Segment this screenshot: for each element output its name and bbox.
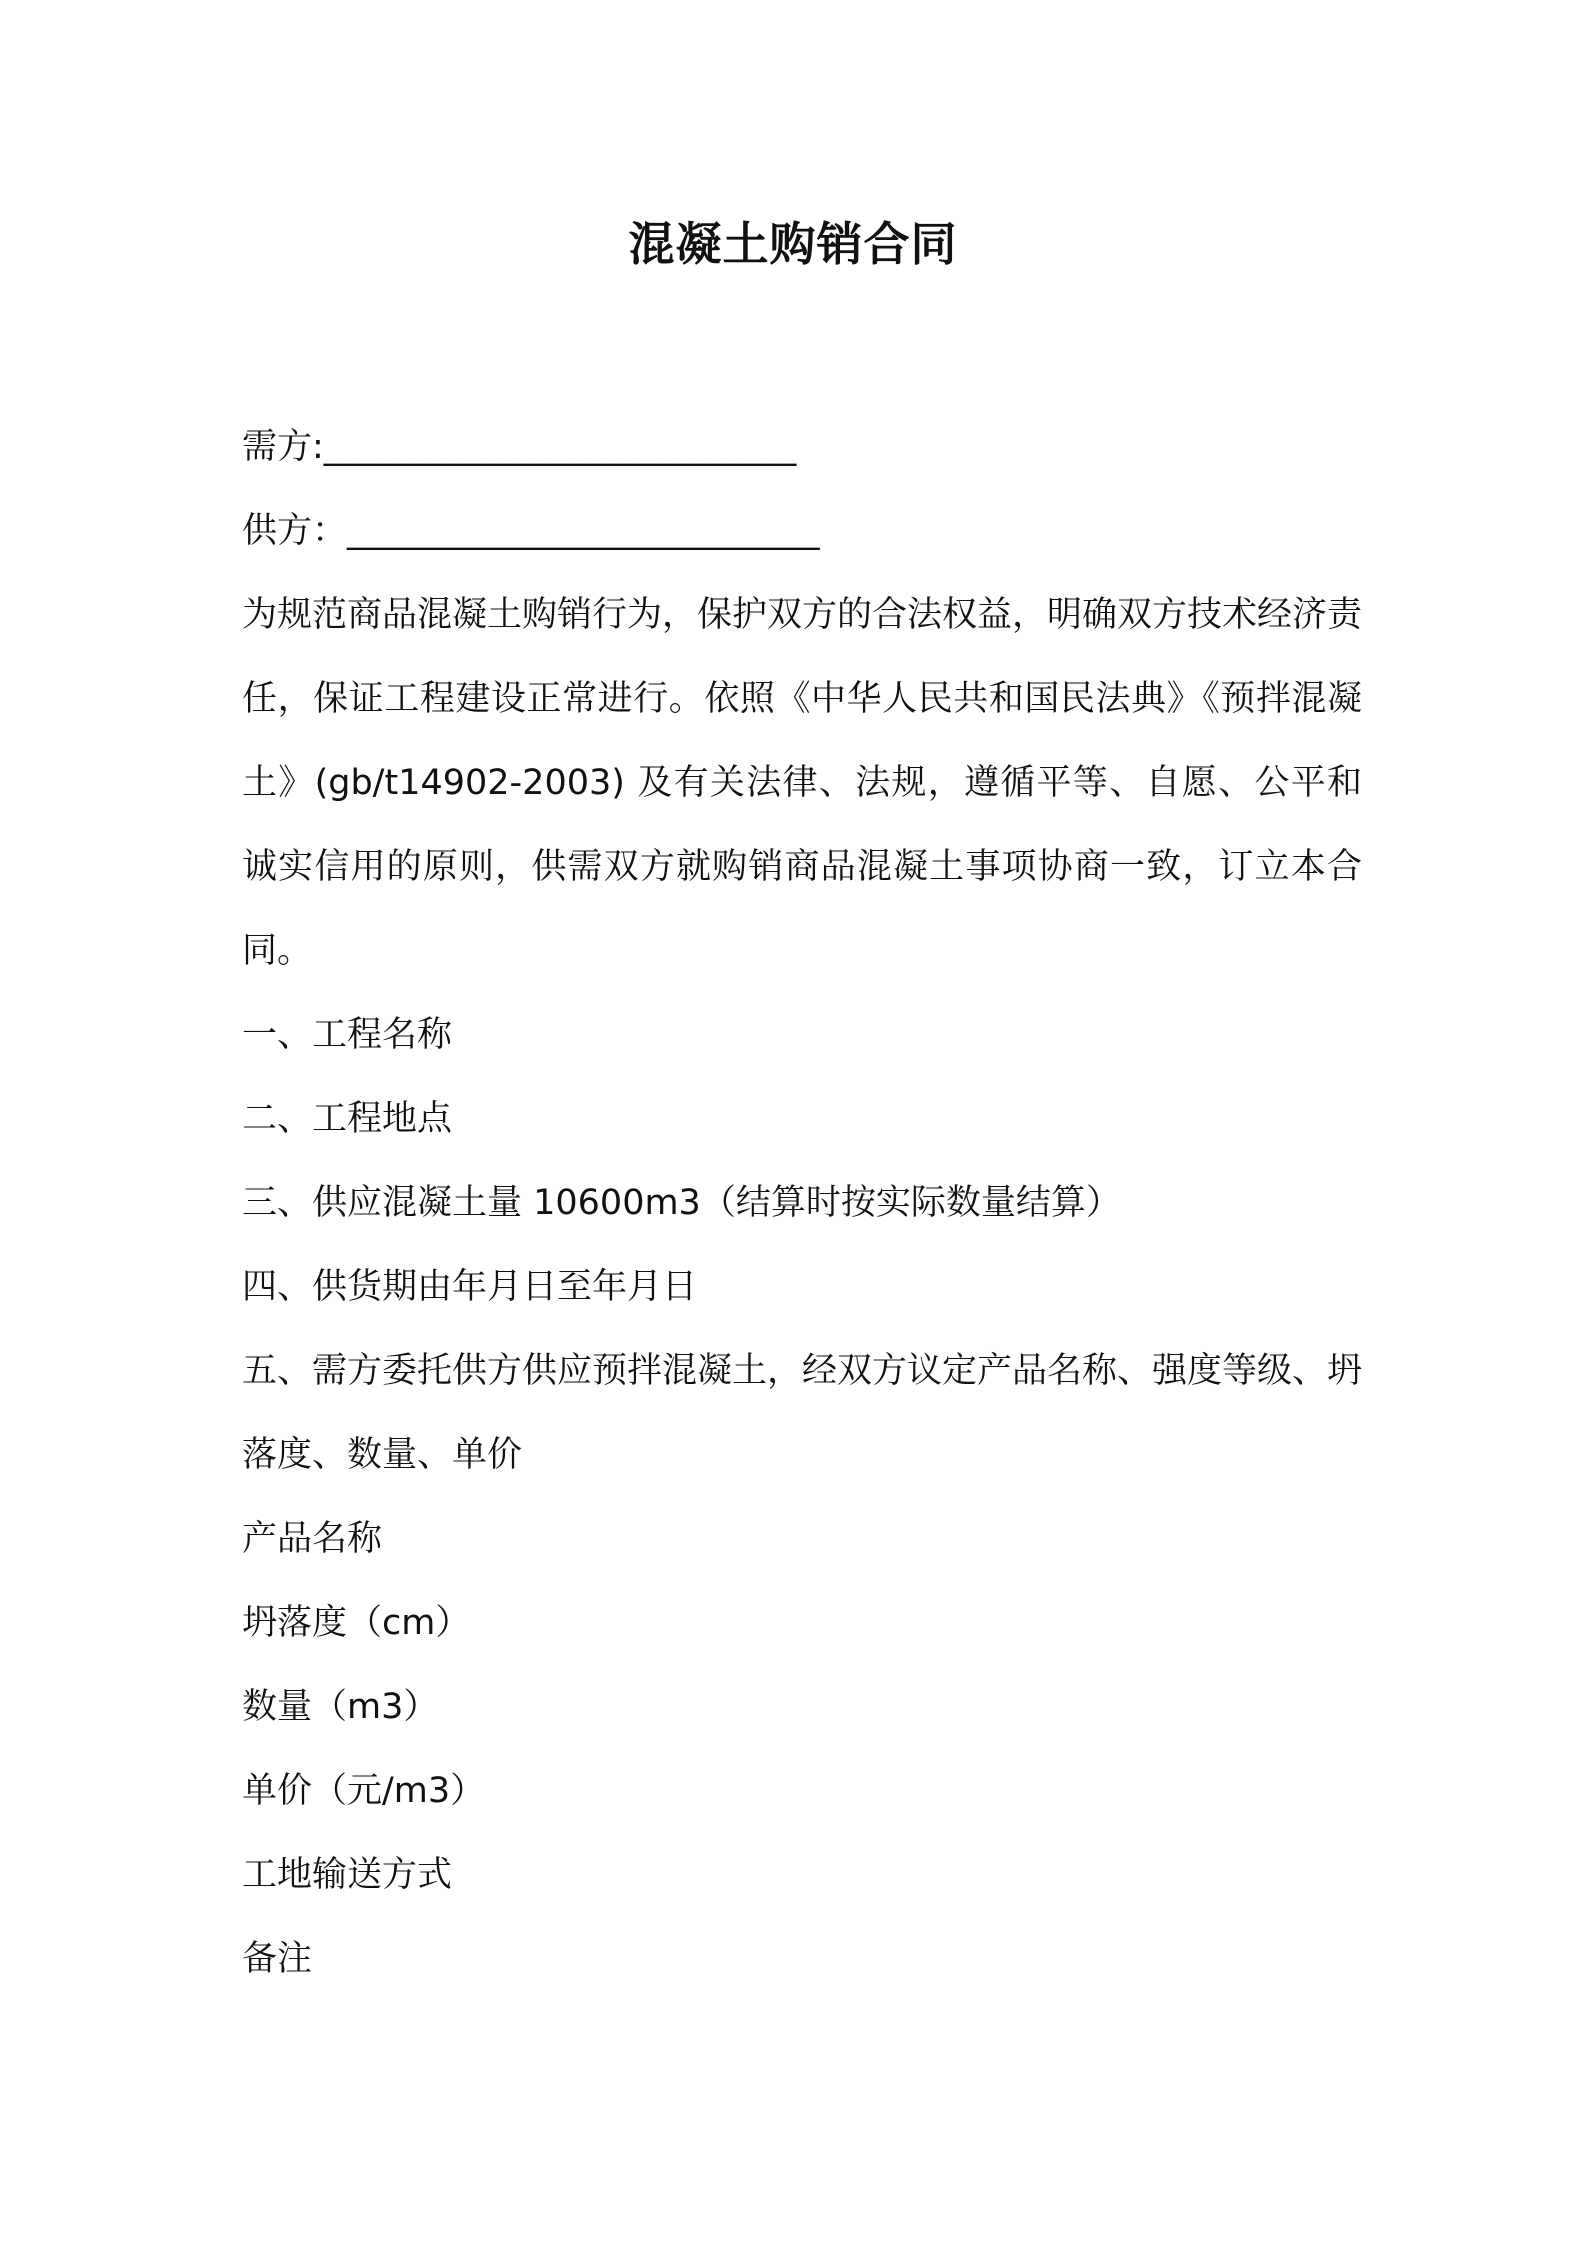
section-supply-period: 四、供货期由年月日至年月日: [242, 1267, 698, 1307]
supplier-line: 供方：___________________________: [242, 511, 820, 551]
buyer-line: 需方:___________________________: [242, 427, 797, 467]
item-product-name: 产品名称: [242, 1519, 383, 1559]
document-title: 混凝土购销合同: [628, 217, 958, 271]
item-unit-price: 单价（元/m3）: [242, 1771, 486, 1811]
item-delivery-method: 工地输送方式: [242, 1855, 453, 1895]
section-project-name: 一、工程名称: [242, 1015, 453, 1055]
section-concrete-volume: 三、供应混凝土量 10600m3（结算时按实际数量结算）: [242, 1183, 1121, 1223]
section-project-location: 二、工程地点: [242, 1099, 453, 1139]
item-quantity: 数量（m3）: [242, 1687, 439, 1727]
intro-paragraph: 为规范商品混凝土购销行为，保护双方的合法权益，明确双方技术经济责任，保证工程建设正常进行。依照《中华人民共和国民法典》《预拌混凝土》(gb/t14902-2003) 及有关法律、法规，遵循平等、自愿、公平和诚实信用的原则，供需双方就购销商品混凝土事项协商一致，订立本合同。: [242, 595, 1363, 971]
item-slump: 坍落度（cm）: [242, 1603, 471, 1643]
item-remarks: 备注: [242, 1939, 313, 1979]
document-body: [242, 405, 1362, 2001]
section-five-paragraph: 五、需方委托供方供应预拌混凝土，经双方议定产品名称、强度等级、坍落度、数量、单价: [242, 1351, 1363, 1475]
